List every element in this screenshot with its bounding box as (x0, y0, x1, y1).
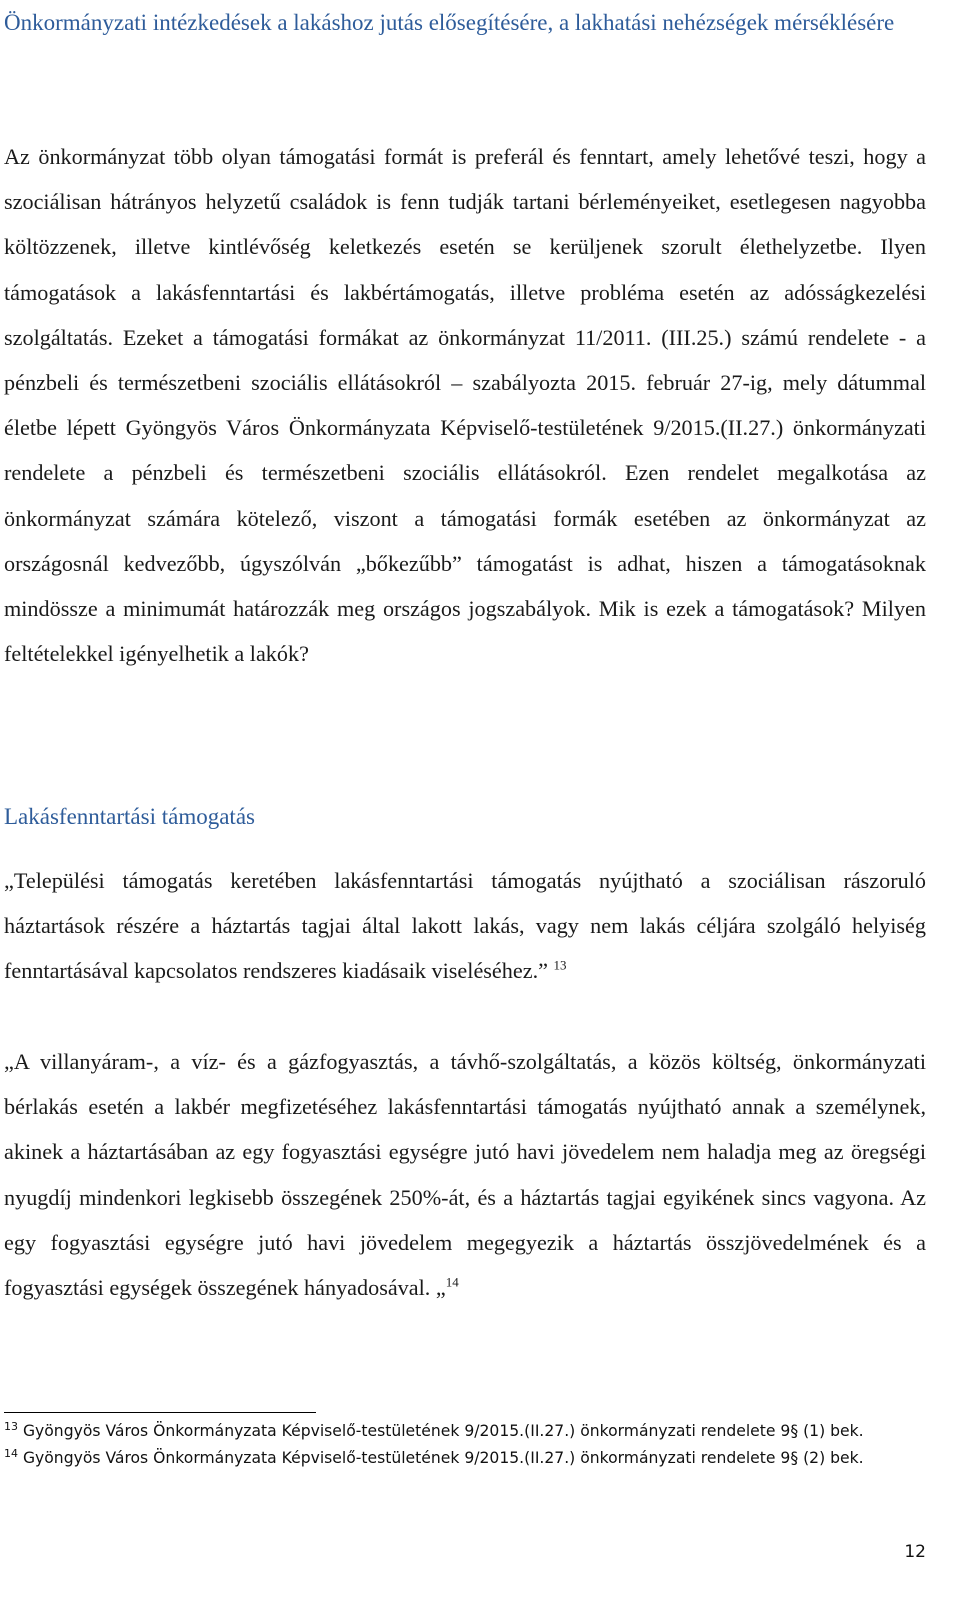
quote-paragraph-13 (4, 858, 926, 994)
footnote-14 (4, 1445, 914, 1472)
footnote-divider (4, 1412, 316, 1413)
intro-paragraph: Az önkormányzat több olyan támogatási formát is preferál és fenntart, amely lehetővé teszi, hogy a szociálisan hátrányos helyzetű családok is fenn tudják tartani bérleményeiket, esetlegesen nagyobba költözzenek, illetve kintlévőség keletkezés esetén se kerüljenek szorult élethelyzetbe. Ilyen támogatások a lakásfenntartási és lakbértámogatás, illetve probléma esetén az adósságkezelési szolgáltatás. Ezeket a támogatási formákat az önkormányzat 11/2011. (III.25.) számú rendelete - a pénzbeli és természetbeni szociális ellátásokról – szabályozta 2015. február 27-ig, mely dátummal életbe lépett Gyöngyös Város Önkormányzata Képviselő-testületének 9/2015.(II.27.) önkormányzati rendelete a pénzbeli és természetbeni szociális ellátásokról. Ezen rendelet megalkotása az önkormányzat számára kötelező, viszont a támogatási formák esetében az önkormányzat az országosnál kedvezőbb, úgyszólván „bőkezűbb” támogatást is adhat, hiszen a támogatásoknak mindössze a minimumát határozzák meg országos jogszabályok. Mik is ezek a támogatások? Milyen feltételekkel igényelhetik a lakók? (4, 144, 926, 667)
footnote-ref-13[interactable]: 13 (553, 958, 567, 974)
section-heading-housing-support: Lakásfenntartási támogatás (4, 804, 255, 829)
quote-text: „A villanyáram-, a víz- és a gázfogyasztás, a távhő-szolgáltatás, a közös költség, önkormányzati bérlakás esetén a lakbér megfizetéséhez lakásfenntartási támogatás nyújtható annak a személynek, akinek a háztartásában az egy fogyasztási egységre jutó havi jövedelem nem haladja meg az öregségi nyugdíj mindenkori legkisebb összegének 250%-át, és a háztartás tagjai egyikének sincs vagyona. Az egy fogyasztási egységre jutó havi jövedelem megegyezik a háztartás összjövedelmének és a fogyasztási egységek összegének hányadosával. „ (4, 1049, 926, 1301)
quote-text: „Települési támogatás keretében lakásfenntartási támogatás nyújtható a szociálisan rászoruló háztartások részére a háztartás tagjai által lakott lakás, vagy nem lakás céljára szolgáló helyiség fenntartásával kapcsolatos rendszeres kiadásaik viseléséhez.” (4, 868, 926, 984)
quote-paragraph-14 (4, 1039, 926, 1310)
footnote-number: 14 (4, 1446, 18, 1460)
page-number: 12 (904, 1542, 926, 1562)
section-heading-measures: Önkormányzati intézkedések a lakáshoz jutás elősegítésére, a lakhatási nehézségek mérséklésére (4, 10, 895, 35)
footnote-number: 13 (4, 1419, 18, 1433)
footnote-text: Gyöngyös Város Önkormányzata Képviselő-testületének 9/2015.(II.27.) önkormányzati rendelete 9§ (2) bek. (18, 1448, 864, 1467)
footnotes (4, 1418, 914, 1471)
footnote-ref-14[interactable]: 14 (445, 1274, 459, 1290)
footnote-text: Gyöngyös Város Önkormányzata Képviselő-testületének 9/2015.(II.27.) önkormányzati rendelete 9§ (1) bek. (18, 1422, 864, 1440)
footnote-13 (4, 1418, 914, 1445)
